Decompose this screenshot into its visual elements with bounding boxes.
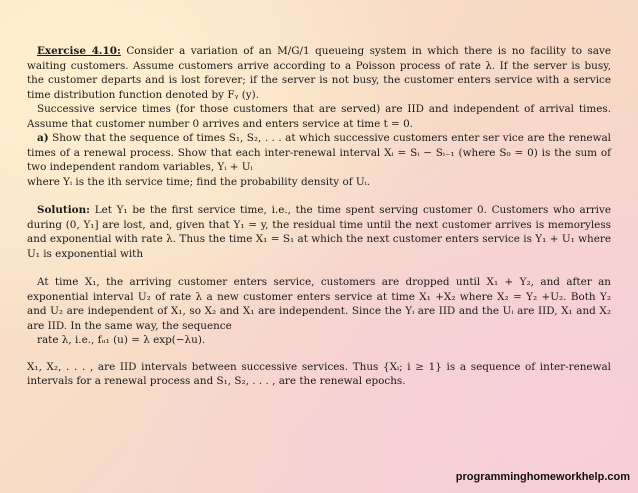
part-a-ending: where Yᵢ is the ith service time; find the probability density of Uᵢ. (27, 175, 371, 188)
rate-line: rate λ, i.e., fᵤ₁ (u) = λ exp(−λu). (37, 334, 206, 346)
spacer (27, 261, 611, 275)
exercise-intro-paragraph (27, 44, 611, 102)
part-a-label: a) (37, 132, 49, 144)
successive-service-paragraph: Successive service times (for those customers that are served) are IID and independent of arrival times. Assume that customer number 0 arrives and enters service at time t = 0. (27, 103, 611, 130)
solution-paragraph-2: At time X₁, the arriving customer enters service, customers are dropped until X₁ + Y₂, and after an exponential interval U₂ of rate λ a new customer enters service at time X₁ +X₂ where X₂ = Y₂ +U₂. Both Y₂ and U₂ are independent of X₁, so X₂ and X₁ are independent. Since the Yᵢ are IID and the Uᵢ are IID, X₁ and X₂ are IID. In the same way, the sequence (27, 276, 611, 332)
solution-paragraph-3: X₁, X₂, . . . , are IID intervals between successive services. Thus {Xᵢ; i ≥ 1} is a sequence of inter-renewal intervals for a renewal process and S₁, S₂, . . . , are the renewal epochs. (27, 360, 611, 387)
footer-website: programminghomeworkhelp.com (455, 471, 630, 483)
document-body (27, 44, 611, 389)
solution-paragraph-1 (27, 203, 611, 261)
part-a-paragraph (27, 131, 611, 175)
exercise-intro-text: Consider a variation of an M/G/1 queueing system in which there is no facility to save waiting customers. Assume customers arrive according to a Poisson process of rate λ. If the server is busy, the customer departs and is lost forever; if the server is not busy, the customer enters service with a service time distribution function denoted by Fᵧ (y). (27, 45, 611, 101)
solution-text-1: Let Y₁ be the first service time, i.e., the time spent serving customer 0. Customers who arrive during (0, Y₁] are lost, and, given that Y₁ = y, the residual time until the next customer arrives is memoryless and exponential with rate λ. Thus the time X₁ = S₁ at which the next customer enters service is Y₁ + U₁ where U₁ is exponential with (27, 204, 611, 260)
spacer (27, 348, 611, 360)
part-a-text: Show that the sequence of times S₁, S₂, . . . at which successive customers enter ser vice are the renewal times of a renewal process. Show that each inter-renewal interval Xᵢ = Sᵢ − Sᵢ₋₁ (where S₀ = 0) is the sum of two independent random variables, Yᵢ + Uᵢ (27, 132, 611, 173)
solution-label: Solution: (37, 204, 91, 216)
spacer (27, 189, 611, 203)
exercise-label: Exercise 4.10: (37, 45, 121, 57)
